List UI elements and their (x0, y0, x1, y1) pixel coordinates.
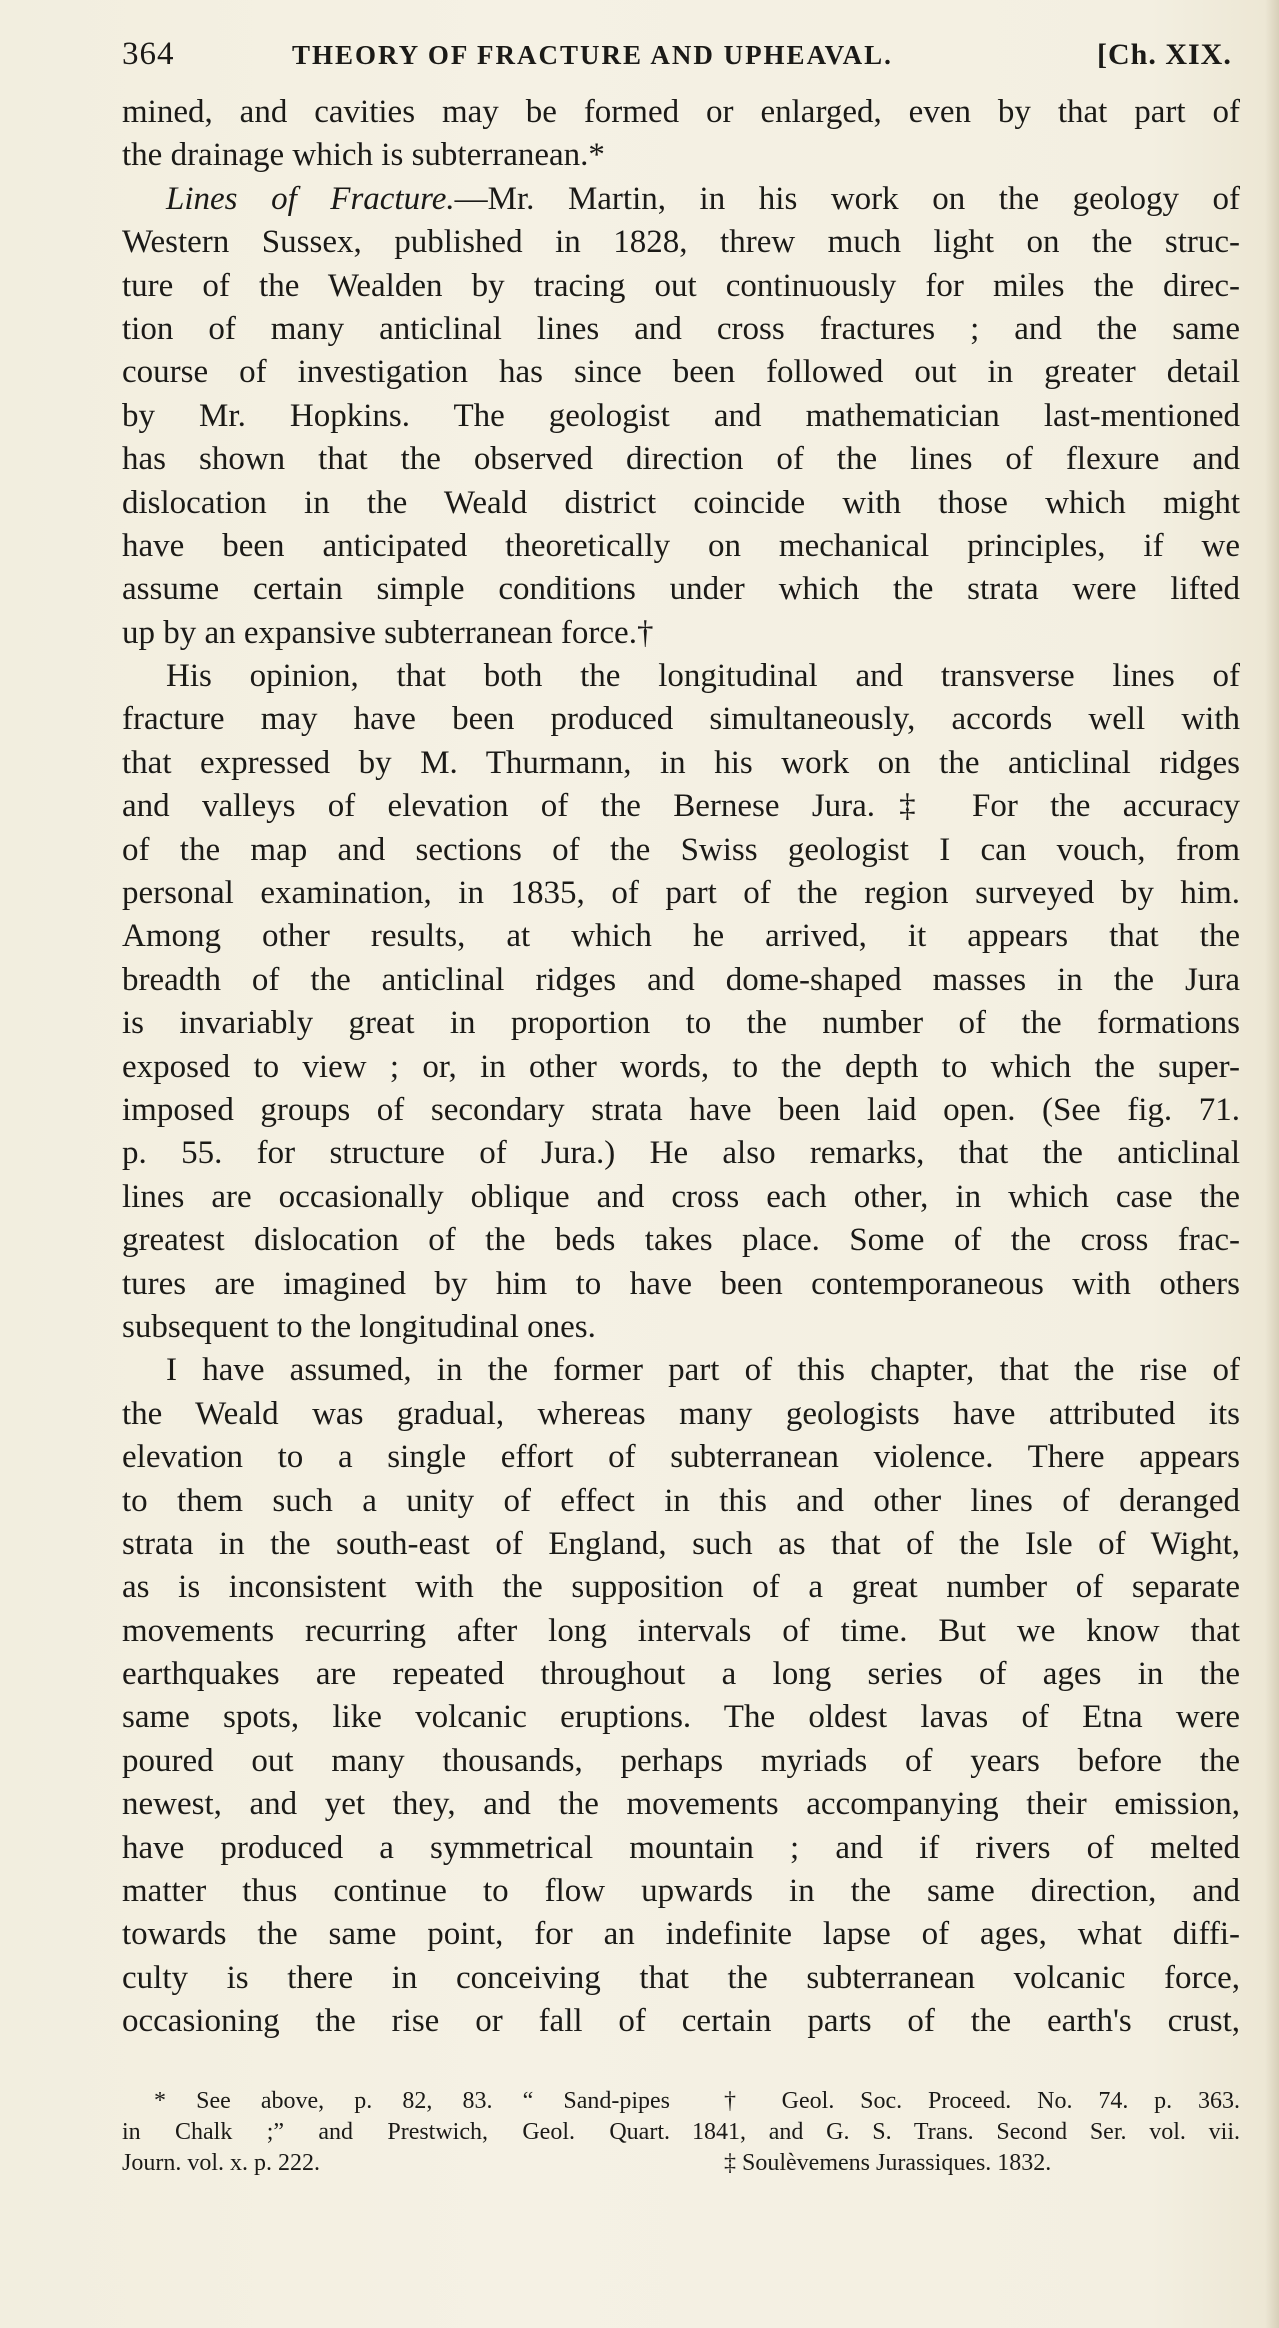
footnote-line: 1841, and G. S. Trans. Second Ser. vol. vii. (692, 2119, 1240, 2145)
chapter-reference: [Ch. XIX. (1097, 38, 1232, 71)
text-line: occasioning the rise or fall of certain parts of the earth's crust, (122, 2003, 1240, 2040)
running-title: THEORY OF FRACTURE AND UPHEAVAL. (292, 40, 893, 70)
page-edge-shadow (1265, 0, 1279, 2328)
text-line: up by an expansive subterranean force.† (122, 614, 654, 651)
body-text (122, 91, 1240, 2044)
footnote-line: ‡ Soulèvemens Jurassiques. 1832. (724, 2150, 1052, 2176)
text-line: matter thus continue to flow upwards in the same direction, and (122, 1873, 1240, 1910)
footnote-column-right (692, 2086, 1240, 2179)
text-line: ture of the Wealden by tracing out continuously for miles the direc- (122, 267, 1240, 304)
text-line: movements recurring after long intervals of time. But we know that (122, 1612, 1240, 1649)
footnote-line: * See above, p. 82, 83. “ Sand-pipes (154, 2088, 670, 2114)
text-fragment: —Mr. Martin, in his work on the geology of (454, 180, 1240, 217)
text-line: have been anticipated theoretically on mechanical principles, if we (122, 527, 1240, 564)
section-heading-line (122, 178, 1240, 221)
footnote-line: Journ. vol. x. p. 222. (122, 2150, 320, 2176)
text-line: fracture may have been produced simultaneously, accords well with (122, 701, 1240, 738)
text-line: the drainage which is subterranean.* (122, 137, 605, 174)
text-line: p. 55. for structure of Jura.) He also remarks, that the anticlinal (122, 1135, 1240, 1172)
text-line: lines are occasionally oblique and cross each other, in which case the (122, 1178, 1240, 1215)
text-line: as is inconsistent with the supposition of a great number of separate (122, 1569, 1240, 1606)
running-header (122, 36, 1252, 86)
text-line: culty is there in conceiving that the subterranean volcanic force, (122, 1959, 1240, 1996)
footnote-column-left (122, 2086, 670, 2179)
text-line: strata in the south-east of England, such as that of the Isle of Wight, (122, 1525, 1240, 1562)
text-line: earthquakes are repeated throughout a long series of ages in the (122, 1656, 1240, 1693)
text-line: mined, and cavities may be formed or enlarged, even by that part of (122, 94, 1240, 130)
section-heading: Lines of Fracture. (166, 180, 455, 217)
text-line: I have assumed, in the former part of this chapter, that the rise of (166, 1352, 1240, 1389)
text-line: dislocation in the Weald district coincide with those which might (122, 484, 1240, 521)
footnote-line: in Chalk ;” and Prestwich, Geol. Quart. (122, 2119, 670, 2145)
text-line: assume certain simple conditions under which the strata were lifted (122, 571, 1240, 608)
text-line: breadth of the anticlinal ridges and dome-shaped masses in the Jura (122, 961, 1240, 998)
text-line: poured out many thousands, perhaps myriads of years before the (122, 1742, 1240, 1779)
text-line: elevation to a single effort of subterranean violence. There appears (122, 1439, 1240, 1476)
text-line: course of investigation has since been followed out in greater detail (122, 354, 1240, 391)
text-line: is invariably great in proportion to the number of the formations (122, 1005, 1240, 1042)
text-line: has shown that the observed direction of the lines of flexure and (122, 441, 1240, 478)
text-line: Western Sussex, published in 1828, threw much light on the struc- (122, 224, 1240, 261)
text-line: of the map and sections of the Swiss geologist I can vouch, from (122, 831, 1240, 868)
footnote-line: † Geol. Soc. Proceed. No. 74. p. 363. (724, 2088, 1240, 2114)
text-line: the Weald was gradual, whereas many geologists have attributed its (122, 1395, 1240, 1432)
text-line: exposed to view ; or, in other words, to the depth to which the super- (122, 1048, 1240, 1085)
text-line: to them such a unity of effect in this and other lines of deranged (122, 1482, 1240, 1519)
text-line: imposed groups of secondary strata have been laid open. (See fig. 71. (122, 1091, 1240, 1128)
text-line: Among other results, at which he arrived, it appears that the (122, 918, 1240, 955)
text-line: His opinion, that both the longitudinal and transverse lines of (166, 658, 1240, 695)
text-line: subsequent to the longitudinal ones. (122, 1308, 596, 1345)
text-line: have produced a symmetrical mountain ; and if rivers of melted (122, 1829, 1240, 1866)
text-line: towards the same point, for an indefinite lapse of ages, what diffi- (122, 1916, 1240, 1953)
text-line: tures are imagined by him to have been contemporaneous with others (122, 1265, 1240, 1302)
text-line: same spots, like volcanic eruptions. The oldest lavas of Etna were (122, 1699, 1240, 1736)
page-number: 364 (122, 36, 175, 72)
text-line: tion of many anticlinal lines and cross fractures ; and the same (122, 310, 1240, 347)
text-line: greatest dislocation of the beds takes place. Some of the cross frac- (122, 1222, 1240, 1259)
text-line: personal examination, in 1835, of part of the region surveyed by him. (122, 875, 1240, 912)
text-line: that expressed by M. Thurmann, in his work on the anticlinal ridges (122, 744, 1240, 781)
text-line: newest, and yet they, and the movements accompanying their emission, (122, 1786, 1240, 1823)
text-line: and valleys of elevation of the Bernese Jura.‡ For the accuracy (122, 788, 1240, 825)
text-line: by Mr. Hopkins. The geologist and mathematician last-mentioned (122, 397, 1240, 434)
